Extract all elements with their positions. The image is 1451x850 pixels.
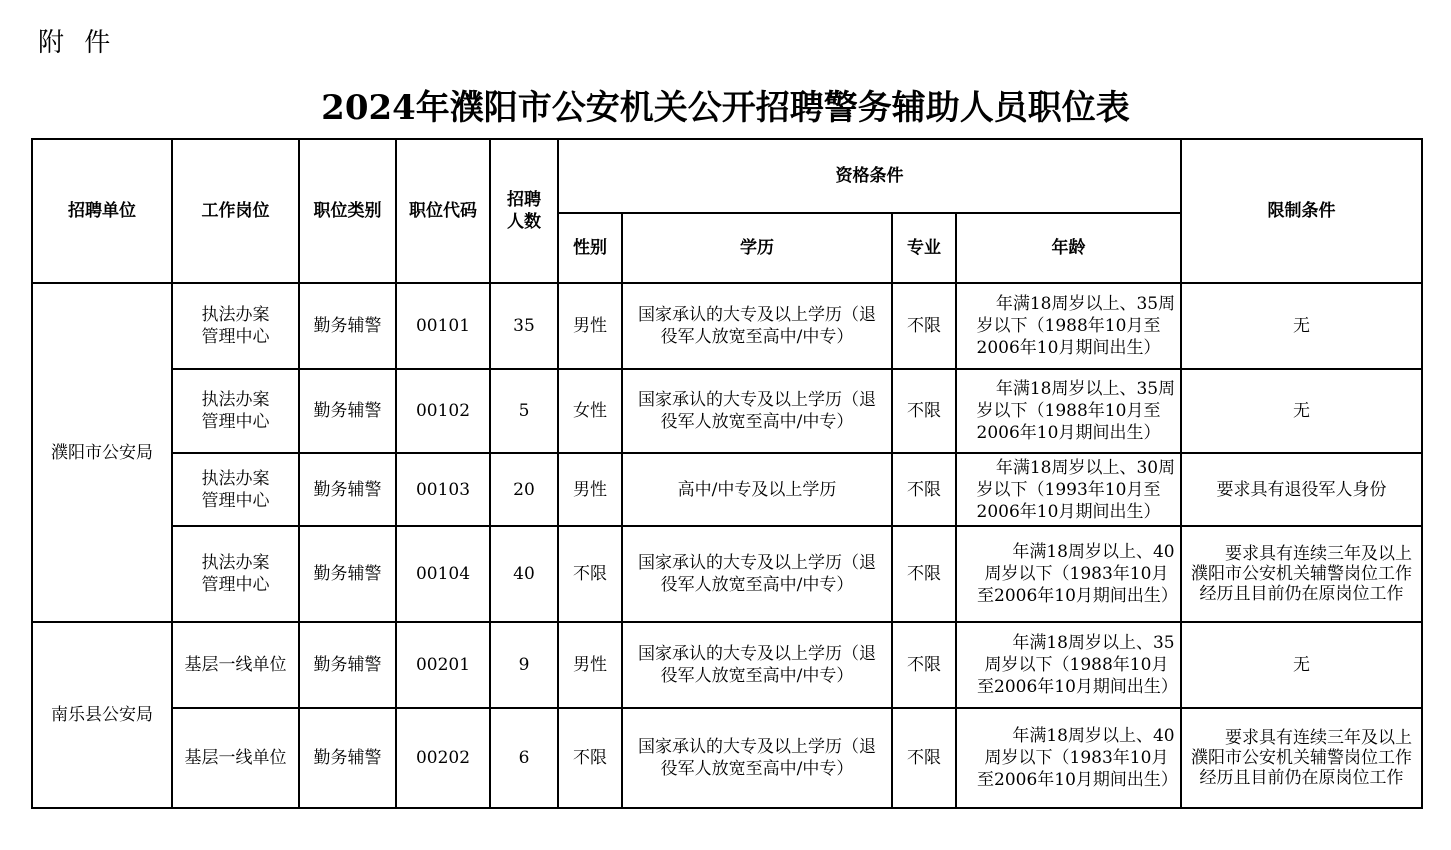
category-cell: 勤务辅警 [299, 283, 396, 369]
age-cell: 年满18周岁以上、35周岁以下（1988年10月至2006年10月期间出生） [956, 622, 1181, 708]
major-cell: 不限 [892, 369, 956, 453]
gender-cell: 不限 [558, 526, 622, 622]
gender-cell: 男性 [558, 453, 622, 526]
code-cell: 00104 [396, 526, 490, 622]
age-cell: 年满18周岁以上、30周岁以下（1993年10月至2006年10月期间出生） [956, 453, 1181, 526]
header-category: 职位类别 [299, 139, 396, 283]
count-cell: 5 [490, 369, 558, 453]
age-cell: 年满18周岁以上、40周岁以下（1983年10月至2006年10月期间出生） [956, 526, 1181, 622]
header-code: 职位代码 [396, 139, 490, 283]
count-cell: 6 [490, 708, 558, 808]
table-row [32, 453, 1422, 526]
education-cell: 国家承认的大专及以上学历（退役军人放宽至高中/中专） [622, 708, 892, 808]
restriction-cell: 要求具有退役军人身份 [1181, 453, 1422, 526]
code-cell: 00103 [396, 453, 490, 526]
category-cell: 勤务辅警 [299, 526, 396, 622]
major-cell: 不限 [892, 708, 956, 808]
attachment-label: 附 件 [38, 28, 117, 58]
document-title: 2024年濮阳市公安机关公开招聘警务辅助人员职位表 [321, 88, 1130, 128]
code-cell: 00201 [396, 622, 490, 708]
age-cell: 年满18周岁以上、35周岁以下（1988年10月至2006年10月期间出生） [956, 369, 1181, 453]
post-cell: 执法办案管理中心 [172, 369, 299, 453]
restriction-cell: 无 [1181, 283, 1422, 369]
gender-cell: 女性 [558, 369, 622, 453]
major-cell: 不限 [892, 526, 956, 622]
category-cell: 勤务辅警 [299, 453, 396, 526]
education-cell: 国家承认的大专及以上学历（退役军人放宽至高中/中专） [622, 526, 892, 622]
post-cell: 执法办案管理中心 [172, 283, 299, 369]
post-cell: 基层一线单位 [172, 622, 299, 708]
table-row [32, 369, 1422, 453]
code-cell: 00101 [396, 283, 490, 369]
code-cell: 00102 [396, 369, 490, 453]
header-qualification: 资格条件 [558, 139, 1181, 213]
post-cell: 执法办案管理中心 [172, 453, 299, 526]
restriction-cell: 无 [1181, 622, 1422, 708]
count-cell: 20 [490, 453, 558, 526]
restriction-cell: 无 [1181, 369, 1422, 453]
gender-cell: 男性 [558, 622, 622, 708]
table-row [32, 622, 1422, 708]
major-cell: 不限 [892, 622, 956, 708]
count-cell: 9 [490, 622, 558, 708]
education-cell: 国家承认的大专及以上学历（退役军人放宽至高中/中专） [622, 283, 892, 369]
major-cell: 不限 [892, 453, 956, 526]
table-row [32, 283, 1422, 369]
education-cell: 国家承认的大专及以上学历（退役军人放宽至高中/中专） [622, 369, 892, 453]
header-post: 工作岗位 [172, 139, 299, 283]
unit-cell: 南乐县公安局 [32, 622, 172, 808]
gender-cell: 不限 [558, 708, 622, 808]
table-row [32, 708, 1422, 808]
post-cell: 基层一线单位 [172, 708, 299, 808]
table-row [32, 526, 1422, 622]
category-cell: 勤务辅警 [299, 622, 396, 708]
post-cell: 执法办案管理中心 [172, 526, 299, 622]
header-age: 年龄 [956, 213, 1181, 283]
major-cell: 不限 [892, 283, 956, 369]
header-education: 学历 [622, 213, 892, 283]
count-cell: 35 [490, 283, 558, 369]
header-unit: 招聘单位 [32, 139, 172, 283]
header-restriction: 限制条件 [1181, 139, 1422, 283]
age-cell: 年满18周岁以上、35周岁以下（1988年10月至2006年10月期间出生） [956, 283, 1181, 369]
gender-cell: 男性 [558, 283, 622, 369]
count-cell: 40 [490, 526, 558, 622]
code-cell: 00202 [396, 708, 490, 808]
education-cell: 高中/中专及以上学历 [622, 453, 892, 526]
education-cell: 国家承认的大专及以上学历（退役军人放宽至高中/中专） [622, 622, 892, 708]
header-major: 专业 [892, 213, 956, 283]
job-positions-table [31, 138, 1423, 809]
unit-cell: 濮阳市公安局 [32, 283, 172, 622]
category-cell: 勤务辅警 [299, 369, 396, 453]
header-gender: 性别 [558, 213, 622, 283]
header-row-1 [32, 139, 1422, 213]
restriction-cell: 要求具有连续三年及以上濮阳市公安机关辅警岗位工作经历且目前仍在原岗位工作 [1181, 526, 1422, 622]
restriction-cell: 要求具有连续三年及以上濮阳市公安机关辅警岗位工作经历且目前仍在原岗位工作 [1181, 708, 1422, 808]
age-cell: 年满18周岁以上、40周岁以下（1983年10月至2006年10月期间出生） [956, 708, 1181, 808]
header-count: 招聘人数 [490, 139, 558, 283]
category-cell: 勤务辅警 [299, 708, 396, 808]
